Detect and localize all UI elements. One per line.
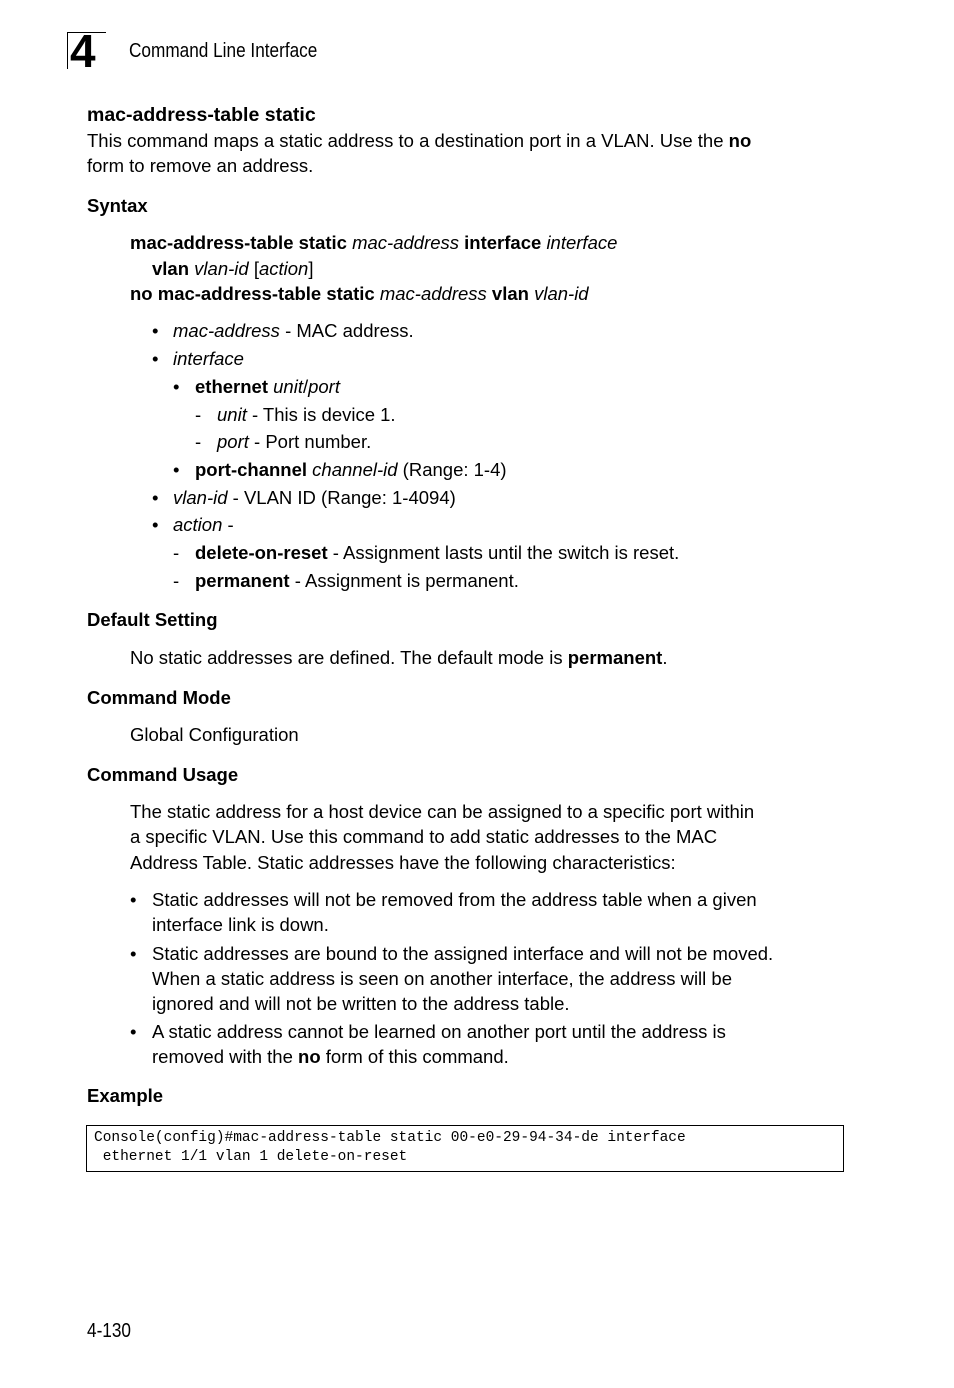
list-item: - <box>195 431 202 452</box>
default-setting-text: No static addresses are defined. The default mode is permanent. <box>130 647 668 668</box>
list-item: • <box>130 943 137 964</box>
usage-bullet-1-line-2: interface link is down. <box>152 914 329 935</box>
syntax-line-3: no mac-address-table static mac-address vlan vlan-id <box>130 283 589 304</box>
usage-bullet-2-line-2: When a static address is seen on another interface, the address will be <box>152 968 732 989</box>
usage-bullet-3-line-1: A static address cannot be learned on another port until the address is <box>152 1021 726 1042</box>
list-item: • <box>173 376 180 397</box>
list-item-text: action - <box>173 514 234 535</box>
list-item: • <box>152 320 159 341</box>
list-item: • <box>130 889 137 910</box>
list-item-text: ethernet unit/port <box>195 376 340 397</box>
description-line-2: form to remove an address. <box>87 155 314 176</box>
usage-bullet-3-line-2: removed with the no form of this command. <box>152 1046 509 1067</box>
list-item: • <box>152 487 159 508</box>
list-item: • <box>130 1021 137 1042</box>
command-title: mac-address-table static <box>87 104 316 126</box>
usage-bullet-2-line-1: Static addresses are bound to the assigned interface and will not be moved. <box>152 943 774 964</box>
command-mode-heading: Command Mode <box>87 687 231 708</box>
command-mode-text: Global Configuration <box>130 724 299 745</box>
description-line-1: This command maps a static address to a destination port in a VLAN. Use the no <box>87 130 752 151</box>
syntax-heading: Syntax <box>87 195 148 216</box>
list-item-text: port-channel channel-id (Range: 1-4) <box>195 459 507 480</box>
list-item-text: interface <box>173 348 244 369</box>
page-number: 4-130 <box>87 1320 131 1342</box>
list-item: • <box>152 348 159 369</box>
list-item-text: mac-address - MAC address. <box>173 320 414 341</box>
code-line-1: Console(config)#mac-address-table static 00-e0-29-94-34-de interface <box>94 1130 686 1146</box>
code-line-2: ethernet 1/1 vlan 1 delete-on-reset <box>94 1149 408 1165</box>
chapter-title: Command Line Interface <box>129 40 318 62</box>
usage-intro-line-1: The static address for a host device can be assigned to a specific port within <box>130 801 755 822</box>
example-code-box <box>86 1125 844 1172</box>
usage-intro-line-3: Address Table. Static addresses have the following characteristics: <box>130 852 676 873</box>
default-setting-heading: Default Setting <box>87 609 218 630</box>
list-item-text: vlan-id - VLAN ID (Range: 1-4094) <box>173 487 456 508</box>
command-usage-heading: Command Usage <box>87 764 239 785</box>
example-heading: Example <box>87 1085 164 1106</box>
list-item-text: port - Port number. <box>217 431 372 452</box>
list-item: - <box>195 404 202 425</box>
list-item: - <box>173 570 180 591</box>
list-item: • <box>173 459 180 480</box>
list-item-text: unit - This is device 1. <box>217 404 396 425</box>
list-item: • <box>152 514 159 535</box>
usage-bullet-1-line-1: Static addresses will not be removed from the address table when a given <box>152 889 757 910</box>
syntax-line-1: mac-address-table static mac-address interface interface <box>130 232 618 253</box>
syntax-line-2: vlan vlan-id [action] <box>152 258 314 279</box>
list-item: - <box>173 542 180 563</box>
chapter-number: 4 <box>70 25 96 77</box>
list-item-text: permanent - Assignment is permanent. <box>195 570 519 591</box>
usage-bullet-2-line-3: ignored and will not be written to the address table. <box>152 993 570 1014</box>
list-item-text: delete-on-reset - Assignment lasts until the switch is reset. <box>195 542 680 563</box>
usage-intro-line-2: a specific VLAN. Use this command to add static addresses to the MAC <box>130 826 718 847</box>
